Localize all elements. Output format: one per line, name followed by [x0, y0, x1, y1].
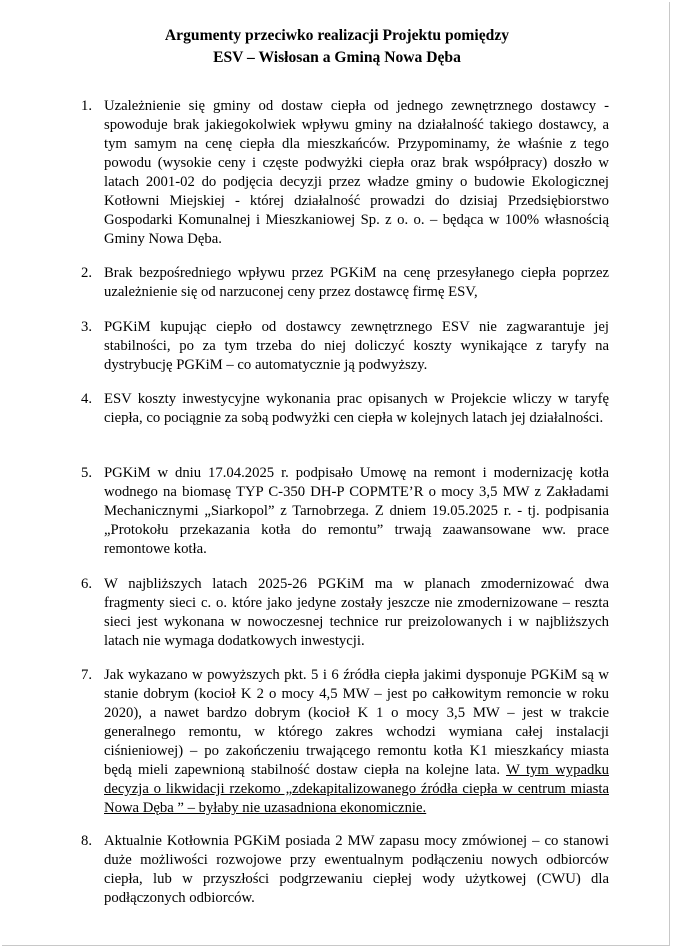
item-number: 3. — [81, 319, 93, 335]
item-text: Uzależnienie się gminy od dostaw ciepła od jednego zewnętrznego dostawcy - spowoduje brak jakiegokolwiek wpływu gminy na działalność takiego dostawcy, a tym samym na cenę ciepła dla mieszkańców. Przypominamy, że właśnie z tego powodu (wysokie ceny i częste podwyżki ciepła oraz brak współpracy) doszło w latach 2001-02 do podjęcia decyzji przez władze gminy o budowie Ekologicznej Kotłowni Miejskiej - której działalność prowadzi do dzisiaj Przedsiębiorstwo Gospodarki Komunalnej i Mieszkaniowej Sp. z o. o. – będąca w 100% własnością Gminy Nowa Dęba. — [104, 98, 609, 247]
item-number: 8. — [81, 833, 93, 849]
item-text: ESV koszty inwestycyjne wykonania prac opisanych w Projekcie wliczy w taryfę ciepła, co pociągnie za sobą podwyżki cen ciepła w kolejnych latach jej działalności. — [104, 391, 609, 426]
item-text — [104, 666, 609, 818]
item-text: PGKiM kupując ciepło od dostawcy zewnętrznego ESV nie zagwarantuje jej stabilności, po za tym trzeba do niej doliczyć koszty wynikające z taryfy na dystrybucję PGKiM – co automatycznie ją podwyższy. — [104, 319, 609, 373]
item-number: 4. — [81, 391, 93, 407]
item-number: 6. — [81, 576, 93, 592]
title-line-2: ESV – Wisłosan a Gminą Nowa Dęba — [213, 49, 461, 66]
item-text: Aktualnie Kotłownia PGKiM posiada 2 MW zapasu mocy zmówionej – co stanowi duże możliwości rozwojowe przy ewentualnym podłączeniu nowych odbiorców ciepła, lub w przyszłości podgrzewaniu ciepłej wody użytkowej (CWU) dla podłączonych odbiorców. — [104, 833, 609, 906]
item-number: 5. — [81, 465, 93, 481]
item-text: W najbliższych latach 2025-26 PGKiM ma w planach zmodernizować dwa fragmenty sieci c. o. które jako jedyne zostały jeszcze nie zmodernizowane – reszta sieci jest wykonana w nowoczesnej technice rur preizolowanych i w najbliższych latach nie wymaga dodatkowych inwestycji. — [104, 576, 609, 649]
item-text: PGKiM w dniu 17.04.2025 r. podpisało Umowę na remont i modernizację kotła wodnego na biomasę TYP C-350 DH-P COPMTE’R o mocy 3,5 MW z Zakładami Mechanicznymi „Siarkopol” z Tarnobrzega. Z dniem 19.05.2025 r. - tj. podpisania „Protokołu przekazania kotła do remontu” trwają zaawansowane ww. prace remontowe kotła. — [104, 465, 609, 557]
title-line-1: Argumenty przeciwko realizacji Projektu pomiędzy — [164, 27, 510, 44]
item-text: Brak bezpośredniego wpływu przez PGKiM na cenę przesyłanego ciepła poprzez uzależnienie się od narzuconej ceny przez dostawcę firmę ESV, — [104, 265, 609, 300]
item-number: 2. — [81, 265, 93, 281]
item-text-underlined: W tym wypadku decyzja o likwidacji rzekomo „zdekapitalizowanego źródła ciepła w centrum miasta Nowa Dęba ” – byłaby nie uzasadniona ekonomicznie. — [104, 762, 609, 816]
item-number: 1. — [81, 98, 93, 114]
document-title — [0, 25, 674, 69]
item-text-plain: Jak wykazano w powyższych pkt. 5 i 6 źródła ciepła jakimi dysponuje PGKiM są w stanie dobrym (kocioł K 2 o mocy 4,5 MW – jest po całkowitym remoncie w roku 2020), a nawet bardzo dobrym (kocioł K 1 o mocy 3,5 MW – jest w trakcie generalnego remontu, w którego zakres wchodzi wymiana całej instalacji ciśnieniowej) – po zakończeniu trwającego remontu kotła K1 mieszkańcy miasta będą mieli zapewnioną stabilność dostaw ciepła na kolejne lata. — [104, 667, 609, 778]
item-number: 7. — [81, 667, 93, 683]
